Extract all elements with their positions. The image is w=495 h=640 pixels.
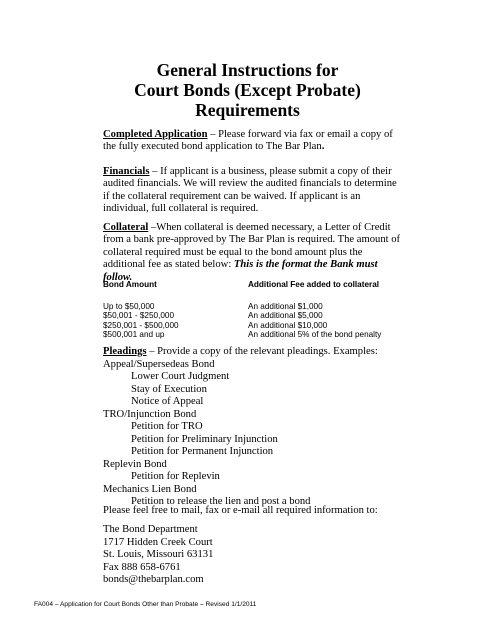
fee-table-row bbox=[103, 302, 433, 312]
completed-application-section bbox=[103, 129, 403, 154]
financials-label: Financials bbox=[103, 166, 150, 177]
fee-table-row bbox=[103, 321, 433, 331]
fee-table-header bbox=[103, 280, 433, 290]
contact-line: 1717 Hidden Creek Court bbox=[103, 536, 213, 548]
document-title bbox=[0, 60, 495, 120]
contact-line: St. Louis, Missouri 63131 bbox=[103, 549, 214, 561]
list-item: Petition for TRO bbox=[131, 421, 203, 432]
completed-application-label: Completed Application bbox=[103, 129, 208, 140]
row-fee: An additional $5,000 bbox=[248, 311, 323, 321]
contact-line: The Bond Department bbox=[103, 524, 198, 535]
page-footer: FA004 – Application for Court Bonds Other than Probate – Revised 1/1/2011 bbox=[34, 601, 257, 608]
pleadings-label: Pleadings bbox=[103, 346, 147, 357]
fee-table-row bbox=[103, 330, 433, 340]
list-item: Mechanics Lien Bond bbox=[103, 483, 197, 495]
closing-text: Please feel free to mail, fax or e-mail all required information to: bbox=[103, 505, 378, 516]
row-fee: An additional $1,000 bbox=[248, 301, 323, 311]
financials-text: – If applicant is a business, please submit a copy of their audited financials. We will review the audited financials to determine if the collateral requirement can be waived. If applicant is an individual, full collateral is required. bbox=[103, 166, 397, 215]
list-item: Lower Court Judgment bbox=[131, 371, 230, 382]
list-item: Petition for Permanent Injunction bbox=[131, 446, 274, 457]
contact-block bbox=[103, 524, 403, 587]
title-line-2: Court Bonds (Except Probate) bbox=[134, 80, 361, 100]
collateral-emphasis: This is the format the Bank must follow. bbox=[103, 259, 378, 283]
completed-application-text: – Please forward via fax or email a copy of the fully executed bond application to The Bar Plan bbox=[103, 129, 393, 153]
collateral-text: –When collateral is deemed necessary, a Letter of Credit from a bank pre-approved by The Bar Plan is required. The amount of collateral required must be equal to the bond amount plus the additional fee as stated below: bbox=[103, 222, 401, 271]
list-item: Appeal/Supersedeas Bond bbox=[103, 358, 215, 370]
list-item: Petition for Preliminary Injunction bbox=[131, 433, 278, 445]
title-line-1: General Instructions for bbox=[156, 60, 339, 80]
pleadings-text: – Provide a copy of the relevant pleadings. Examples: bbox=[146, 346, 378, 357]
list-item: Stay of Execution bbox=[131, 383, 207, 395]
fee-table bbox=[103, 280, 433, 340]
row-amount: $50,001 - $250,000 bbox=[103, 311, 175, 321]
list-item: TRO/Injunction Bond bbox=[103, 408, 197, 420]
list-item: Petition to release the lien and post a bond bbox=[131, 496, 311, 507]
list-item: Petition for Replevin bbox=[131, 471, 220, 482]
closing-paragraph bbox=[103, 505, 423, 517]
collateral-section bbox=[103, 222, 403, 284]
list-item: Replevin Bond bbox=[103, 458, 167, 470]
title-line-3: Requirements bbox=[195, 100, 300, 120]
row-amount: Up to $50,000 bbox=[103, 301, 155, 311]
collateral-label: Collateral bbox=[103, 222, 149, 233]
row-fee: An additional 5% of the bond penalty bbox=[248, 330, 382, 340]
contact-email: bonds@thebarplan.com bbox=[103, 574, 204, 586]
financials-section bbox=[103, 166, 403, 216]
row-amount: $500,001 and up bbox=[103, 330, 165, 340]
header-bond-amount: Bond Amount bbox=[103, 280, 157, 289]
contact-line: Fax 888 658-6761 bbox=[103, 561, 181, 573]
row-amount: $250,001 - $500,000 bbox=[103, 320, 179, 330]
pleadings-section bbox=[103, 346, 423, 509]
header-additional-fee: Additional Fee added to collateral bbox=[248, 280, 380, 289]
row-fee: An additional $10,000 bbox=[248, 320, 328, 330]
list-item: Notice of Appeal bbox=[131, 396, 204, 407]
completed-application-end: . bbox=[321, 141, 325, 153]
fee-table-row bbox=[103, 311, 433, 321]
